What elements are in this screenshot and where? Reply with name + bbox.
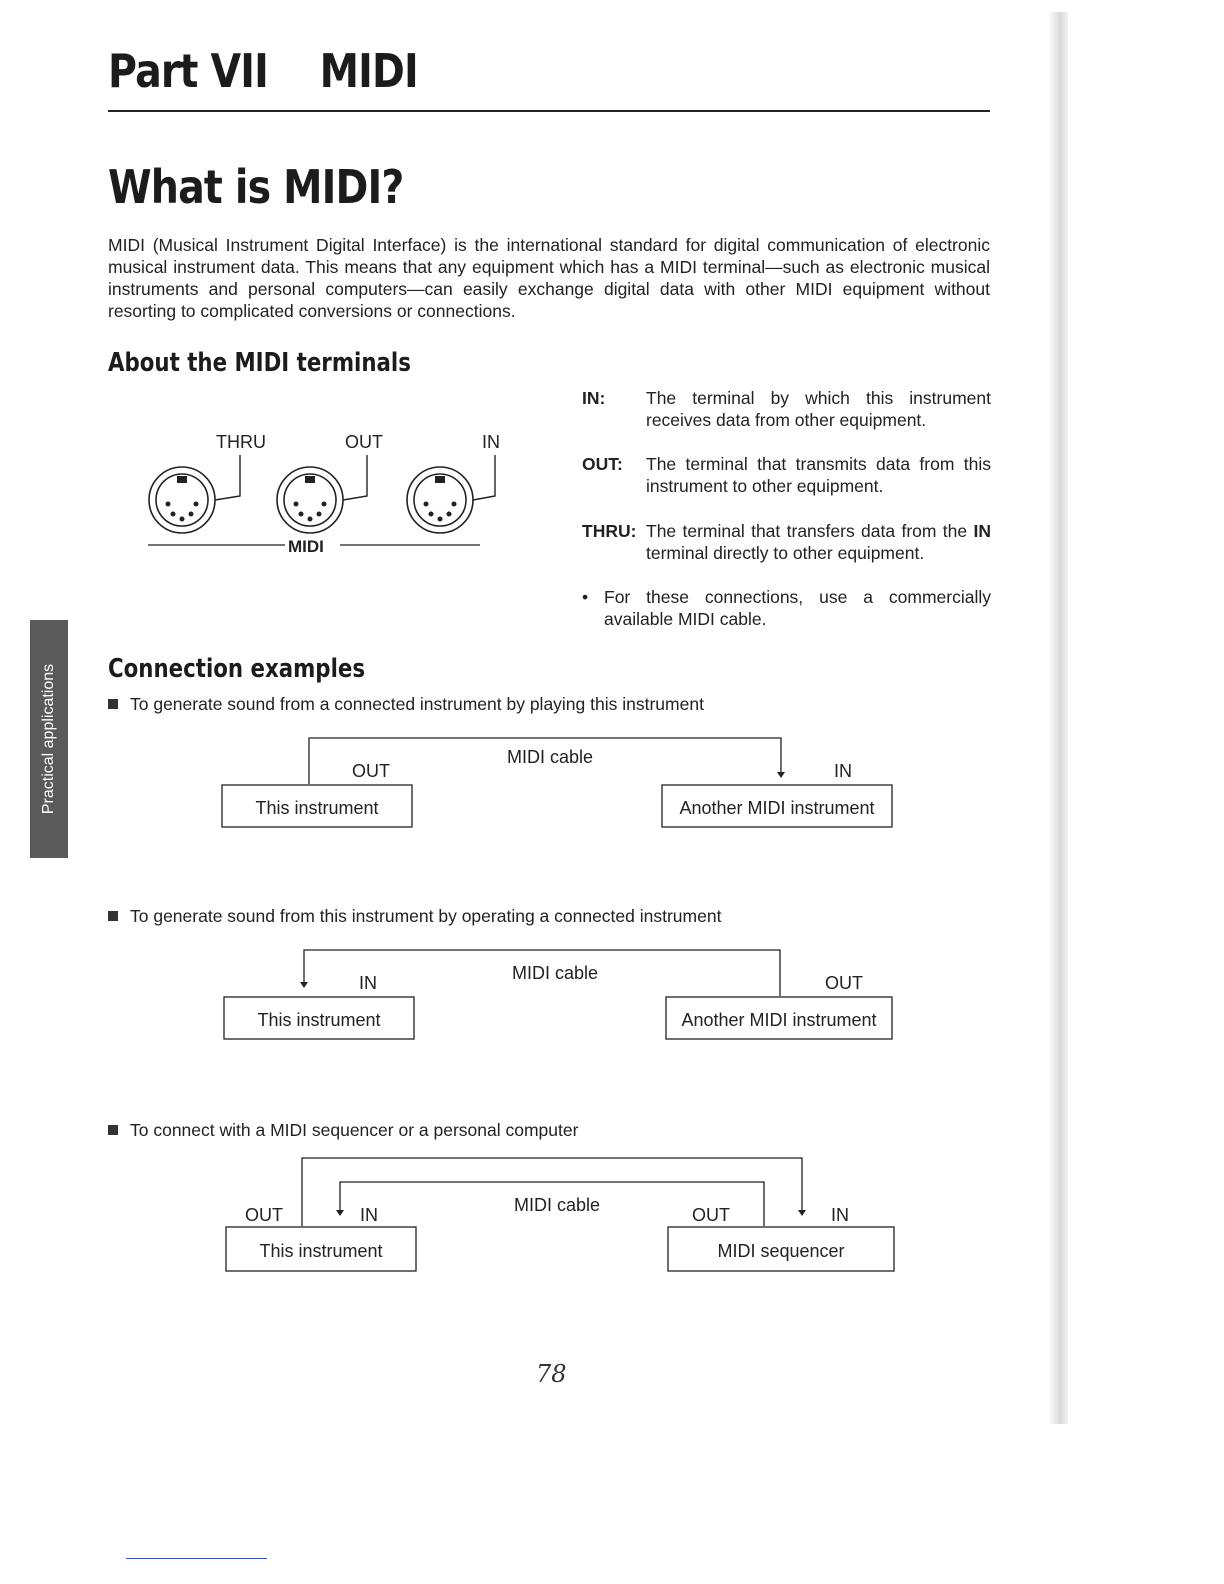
intro-paragraph: MIDI (Musical Instrument Digital Interface) is the international standard for digital communication of electronic musical instrument data. This means that any equipment which has a MIDI terminal—such as electronic musical instruments and personal computers—can easily exchange digital data with other MIDI equipment without resorting to complicated conversions or connections. [108,235,990,321]
arrow-down-icon [798,1210,806,1216]
page-title: What is MIDI? [108,160,404,214]
case-2-cable-label: MIDI cable [512,963,599,983]
case-1-right-box-label: Another MIDI instrument [679,798,875,818]
midi-label: MIDI [288,537,324,556]
case-3-left-box-label: This instrument [259,1241,383,1261]
case-3-caption: To connect with a MIDI sequencer or a personal computer [108,1120,578,1141]
case-2-right-box-label: Another MIDI instrument [681,1010,877,1030]
square-bullet-icon [108,911,118,921]
term-thru-label: THRU: [582,521,637,541]
case-1-cable-label: MIDI cable [507,747,594,767]
midi-terminals-diagram [140,420,500,570]
term-in-description: The terminal by which this instrument receives data from other equipment. [646,388,991,430]
square-bullet-icon [108,699,118,709]
case-2-caption: To generate sound from this instrument by operating a connected instrument [108,906,721,927]
cable-note-text: For these connections, use a commercially available MIDI cable. [604,587,991,629]
in-jack-icon [407,455,495,533]
terminals-heading: About the MIDI terminals [108,348,411,378]
connections-heading: Connection examples [108,654,366,684]
bottom-line [126,1558,267,1559]
case-3-right-box-label: MIDI sequencer [717,1241,845,1261]
case-2-left-box-label: This instrument [257,1010,381,1030]
arrow-down-icon [300,982,308,988]
part-title: Part VII MIDI [108,44,418,98]
arrow-down-icon [777,772,785,778]
out-label: OUT [345,432,383,452]
scan-edge [1048,12,1068,1424]
case-1-right-port: IN [834,761,852,781]
case-3-diagram [224,1152,904,1277]
square-bullet-icon [108,1125,118,1135]
case-3-right-port-out: OUT [692,1205,730,1225]
term-thru [582,520,991,566]
page-number: 78 [536,1360,567,1388]
term-thru-description: The terminal that transfers data from the IN terminal directly to other equipment. [646,521,991,563]
side-tab [30,620,68,858]
case-3-left-port-out: OUT [245,1205,283,1225]
case-1-left-box-label: This instrument [255,798,379,818]
case-1-left-port: OUT [352,761,390,781]
side-tab-label: Practical applications [40,663,57,815]
case-1-diagram [220,730,900,830]
case-3-right-port-in: IN [831,1205,849,1225]
case-2-right-port: OUT [825,973,863,993]
out-jack-icon [277,455,367,533]
case-2-diagram [222,942,902,1042]
term-in-label: IN: [582,388,606,408]
case-2-left-port: IN [359,973,377,993]
term-out-label: OUT: [582,454,623,474]
term-out-description: The terminal that transmits data from this instrument to other equipment. [646,454,991,496]
case-1-caption: To generate sound from a connected instrument by playing this instrument [108,694,704,715]
case-3-left-port-in: IN [360,1205,378,1225]
in-label: IN [482,432,500,452]
case-3-cable-label: MIDI cable [514,1195,601,1215]
cable-note [582,586,991,630]
arrow-down-icon [336,1210,344,1216]
bullet-dot-icon: • [582,587,589,607]
term-in [582,387,991,433]
thru-jack-icon [149,455,240,533]
thru-label: THRU [216,432,266,452]
term-out [582,453,991,499]
header-rule [108,110,990,112]
